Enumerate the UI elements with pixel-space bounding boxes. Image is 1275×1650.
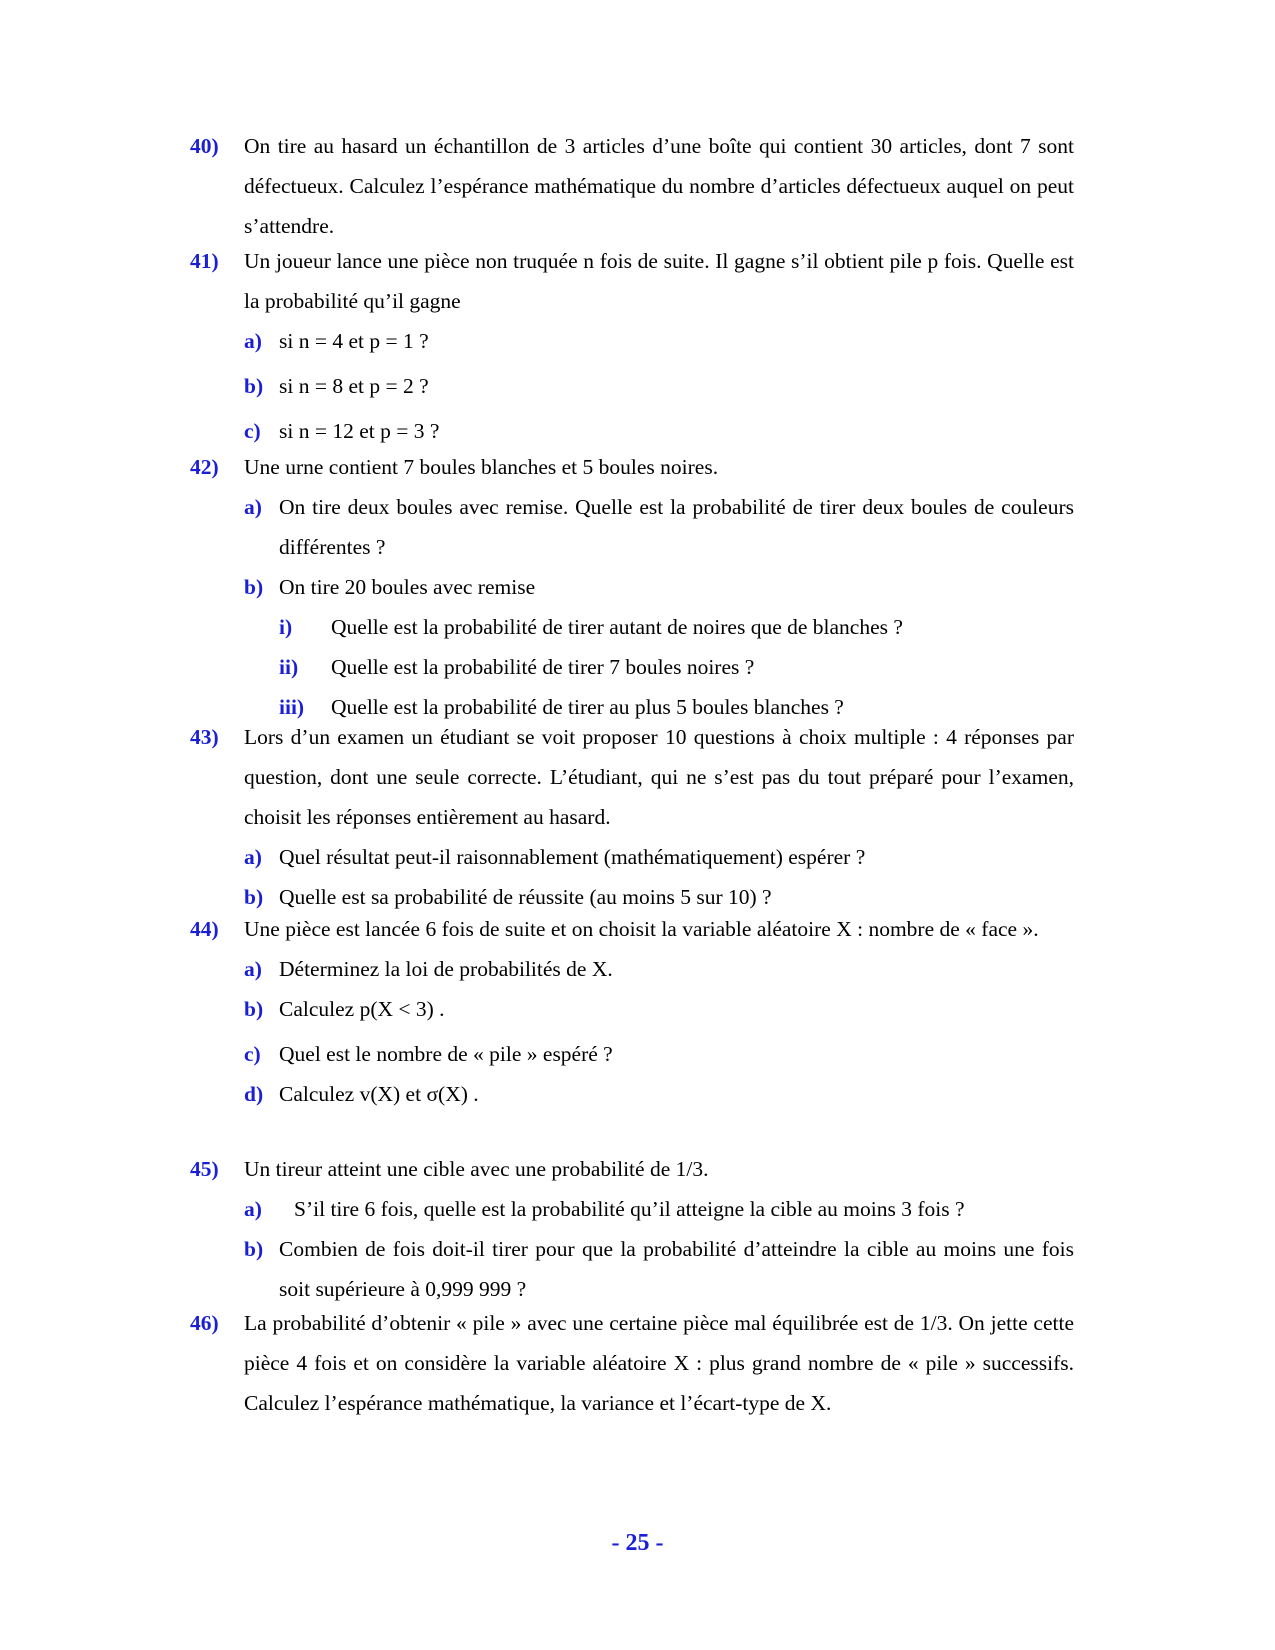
exercise-45 — [190, 1149, 1074, 1309]
question-text: S’il tire 6 fois, quelle est la probabilité qu’il atteigne la cible au moins 3 fois ? — [294, 1197, 965, 1221]
question-text: Quelle est la probabilité de tirer 7 boules noires ? — [331, 655, 755, 679]
question-b — [244, 567, 1074, 607]
exercise-text: On tire au hasard un échantillon de 3 articles d’une boîte qui contient 30 articles, dont 7 sont défectueux. Calculez l’espérance mathématique du nombre d’articles défectueux auquel on peut s’attendre. — [244, 134, 1074, 238]
question-text: On tire deux boules avec remise. Quelle est la probabilité de tirer deux boules de couleurs différentes ? — [279, 495, 1074, 559]
exercise-40 — [190, 126, 1074, 246]
question-a — [244, 487, 1074, 567]
question-text: Quelle est la probabilité de tirer au plus 5 boules blanches ? — [331, 695, 844, 719]
question-text: Calculez v(X) et σ(X) . — [279, 1082, 479, 1106]
exercise-text: Une pièce est lancée 6 fois de suite et on choisit la variable aléatoire X : nombre de « face ». — [244, 917, 1039, 941]
exercise-46 — [190, 1303, 1074, 1423]
question-a — [244, 837, 1074, 877]
exercise-41 — [190, 241, 1074, 451]
question-label: d) — [244, 1082, 264, 1106]
question-a — [244, 1189, 1074, 1229]
question-b — [244, 366, 1074, 406]
exercise-42 — [190, 447, 1074, 727]
question-text: si n = 12 et p = 3 ? — [279, 419, 440, 443]
exercise-text: Lors d’un examen un étudiant se voit proposer 10 questions à choix multiple : 4 réponses par question, dont une seule correcte. L’étudiant, qui ne s’est pas du tout préparé pour l’examen, choisit les réponses entièrement au hasard. — [244, 725, 1074, 829]
question-a — [244, 321, 1074, 361]
exercise-text: La probabilité d’obtenir « pile » avec une certaine pièce mal équilibrée est de 1/3. On jette cette pièce 4 fois et on considère la variable aléatoire X : plus grand nombre de « pile » successifs. Calculez l’espérance mathématique, la variance et l’écart-type de X. — [244, 1311, 1074, 1415]
question-b-i — [279, 607, 1074, 647]
question-label: ii) — [279, 655, 299, 679]
question-label: a) — [244, 495, 262, 519]
exercise-number: 41) — [190, 249, 219, 273]
exercise-text: Un joueur lance une pièce non truquée n fois de suite. Il gagne s’il obtient pile p fois. Quelle est la probabilité qu’il gagne — [244, 249, 1074, 313]
question-label: a) — [244, 329, 262, 353]
question-b-ii — [279, 647, 1074, 687]
question-text: si n = 4 et p = 1 ? — [279, 329, 429, 353]
exercise-number: 45) — [190, 1157, 219, 1181]
question-label: c) — [244, 1042, 261, 1066]
exercise-44 — [190, 909, 1074, 1114]
question-c — [244, 1034, 1074, 1074]
exercise-text: Un tireur atteint une cible avec une probabilité de 1/3. — [244, 1157, 709, 1181]
question-b — [244, 989, 1074, 1029]
question-text: Déterminez la loi de probabilités de X. — [279, 957, 613, 981]
question-label: a) — [244, 845, 262, 869]
question-text: si n = 8 et p = 2 ? — [279, 374, 429, 398]
exercise-number: 44) — [190, 917, 219, 941]
question-c — [244, 411, 1074, 451]
question-b — [244, 1229, 1074, 1309]
question-label: iii) — [279, 695, 305, 719]
question-text: Combien de fois doit-il tirer pour que la probabilité d’atteindre la cible au moins une fois soit supérieure à 0,999 999 ? — [279, 1237, 1074, 1301]
question-label: b) — [244, 374, 264, 398]
question-d — [244, 1074, 1074, 1114]
question-label: b) — [244, 575, 264, 599]
exercise-number: 43) — [190, 725, 219, 749]
exercise-number: 40) — [190, 134, 219, 158]
page-number: - 25 - — [611, 1530, 664, 1556]
question-label: a) — [244, 1197, 262, 1221]
question-text: Quel est le nombre de « pile » espéré ? — [279, 1042, 613, 1066]
question-label: a) — [244, 957, 262, 981]
question-text: Quelle est sa probabilité de réussite (au moins 5 sur 10) ? — [279, 885, 772, 909]
exercise-text: Une urne contient 7 boules blanches et 5 boules noires. — [244, 455, 719, 479]
question-label: b) — [244, 885, 264, 909]
exercise-43 — [190, 717, 1074, 917]
exercise-number: 42) — [190, 455, 219, 479]
question-text: Quelle est la probabilité de tirer autant de noires que de blanches ? — [331, 615, 903, 639]
question-label: i) — [279, 615, 293, 639]
question-label: b) — [244, 1237, 264, 1261]
question-text: Calculez p(X < 3) . — [279, 997, 445, 1021]
question-label: c) — [244, 419, 261, 443]
question-text: Quel résultat peut-il raisonnablement (mathématiquement) espérer ? — [279, 845, 866, 869]
question-label: b) — [244, 997, 264, 1021]
question-a — [244, 949, 1074, 989]
question-text: On tire 20 boules avec remise — [279, 575, 536, 599]
exercise-number: 46) — [190, 1311, 219, 1335]
